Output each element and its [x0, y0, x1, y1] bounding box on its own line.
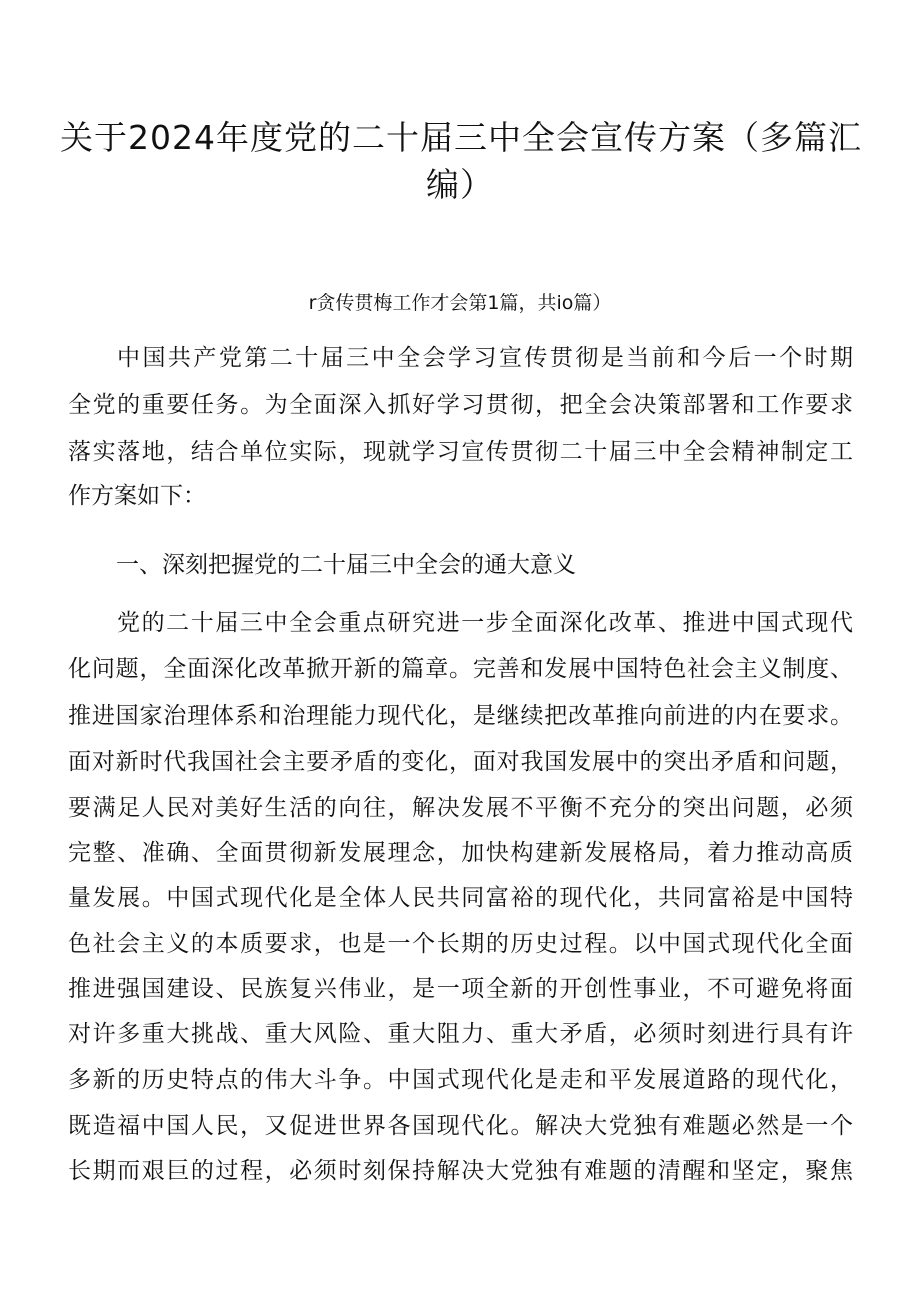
intro-line: 全党的重要任务。为全面深入抓好学习贯彻，把全会决策部署和工作要求 — [68, 392, 853, 418]
document-subtitle: r贪传贯梅工作才会第1篇，共io篇） — [308, 292, 612, 314]
intro-line: 落实落地，结合单位实际，现就学习宣传贯彻二十届三中全会精神制定工 — [68, 439, 853, 465]
body-line: 推进国家治理体系和治理能力现代化，是继续把改革推向前进的内在要求。 — [68, 703, 853, 729]
body-line: 完整、准确、全面贯彻新发展理念，加快构建新发展格局，着力推动高质 — [68, 840, 853, 866]
body-line: 多新的历史特点的伟大斗争。中国式现代化是走和平发展道路的现代化， — [68, 1067, 853, 1093]
document-title-line-1: 关于2024年度党的二十届三中全会宣传方案（多篇汇 — [60, 118, 862, 157]
body-line: 既造福中国人民，又促进世界各国现代化。解决大党独有难题必然是一个 — [68, 1113, 853, 1139]
body-line: 面对新时代我国社会主要矛盾的变化，面对我国发展中的突出矛盾和问题， — [68, 749, 853, 775]
body-line: 推进强国建设、民族复兴伟业，是一项全新的开创性事业，不可避免将面 — [68, 976, 853, 1002]
body-line: 色社会主义的本质要求，也是一个长期的历史过程。以中国式现代化全面 — [68, 931, 853, 957]
section-heading: 一、深刻把握党的二十届三中全会的通大意义 — [116, 552, 576, 578]
body-line: 化问题，全面深化改革掀开新的篇章。完善和发展中国特色社会主义制度、 — [68, 656, 853, 682]
body-line: 长期而艰巨的过程，必须时刻保持解决大党独有难题的清醒和坚定，聚焦 — [68, 1158, 853, 1184]
body-line: 要满足人民对美好生活的向往，解决发展不平衡不充分的突出问题，必须 — [68, 795, 853, 821]
intro-line: 作方案如下： — [68, 483, 206, 509]
body-line: 量发展。中国式现代化是全体人民共同富裕的现代化，共同富裕是中国特 — [68, 885, 853, 911]
body-line: 对许多重大挑战、重大风险、重大阻力、重大矛盾，必须时刻进行具有许 — [68, 1021, 853, 1047]
document-title-line-2: 编） — [426, 165, 494, 204]
body-line: 党的二十届三中全会重点研究进一步全面深化改革、推进中国式现代 — [117, 610, 853, 636]
intro-line: 中国共产党第二十届三中全会学习宣传贯彻是当前和今后一个时期 — [117, 345, 853, 371]
